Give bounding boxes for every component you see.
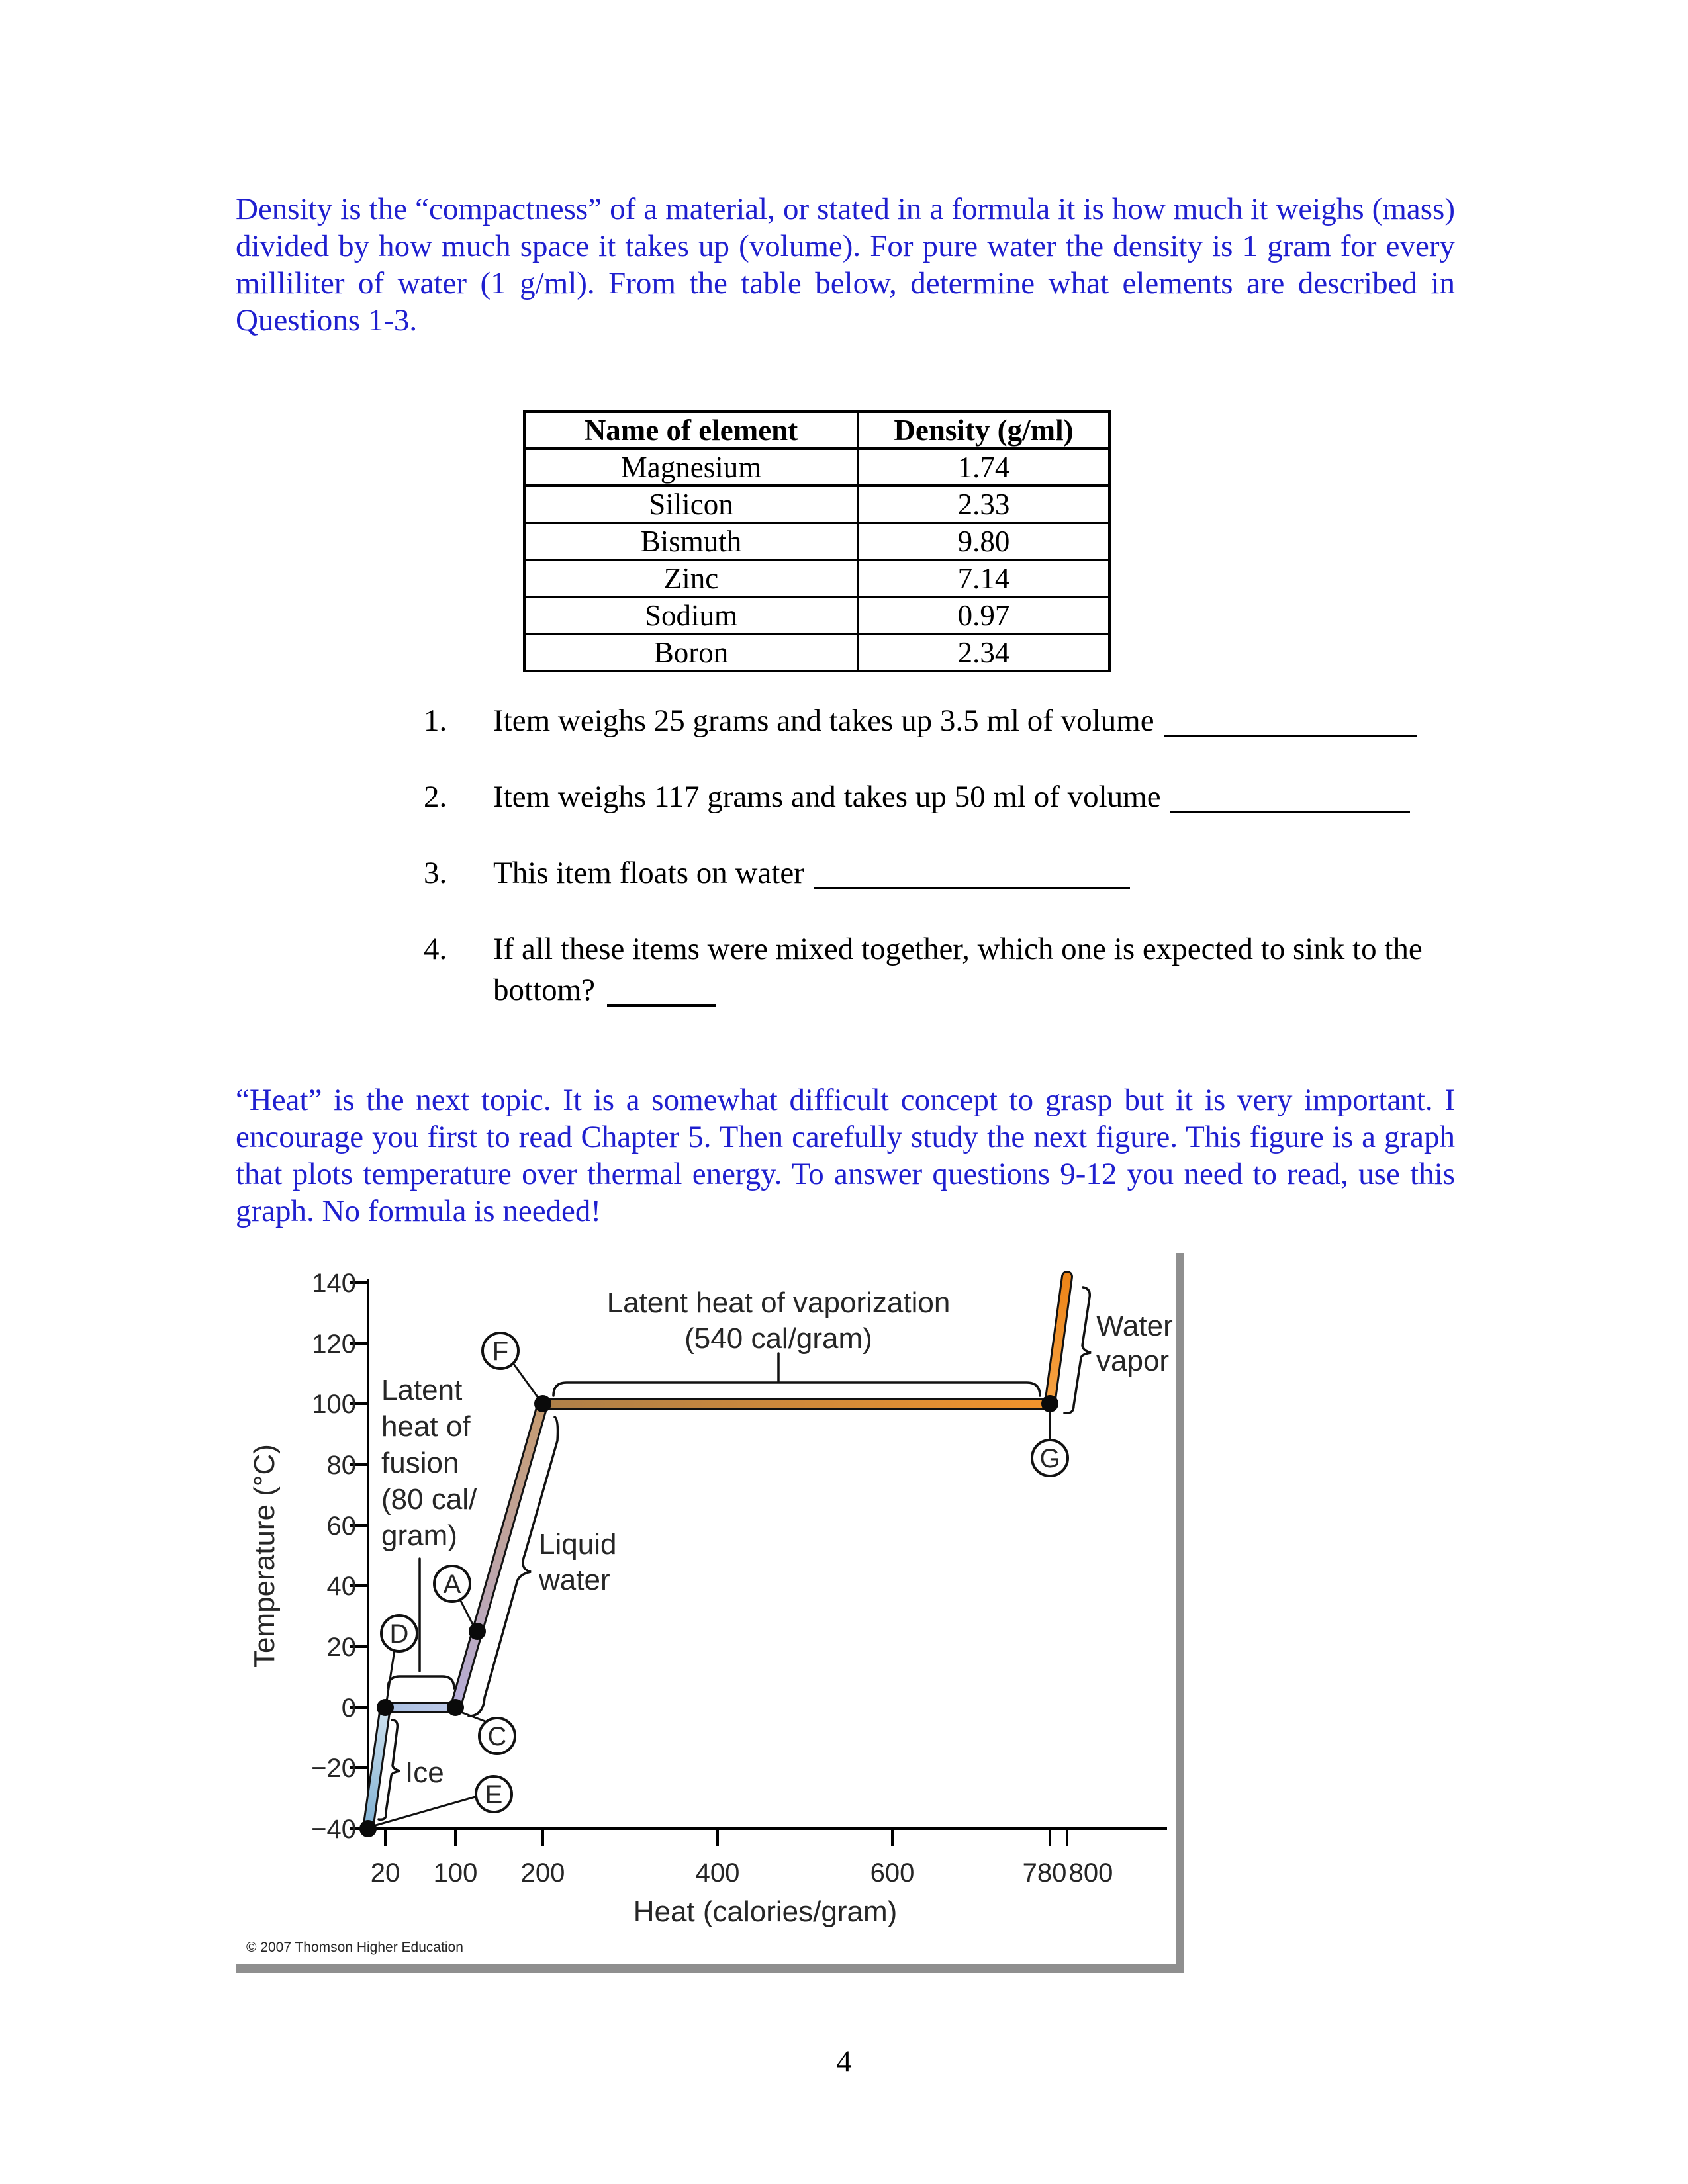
dot-C <box>447 1699 464 1716</box>
segment-liquid <box>455 1404 543 1707</box>
y-tick: 120 <box>312 1330 356 1359</box>
question-4 <box>424 929 1529 1011</box>
ice-label: Ice <box>405 1756 444 1789</box>
liquid-water-label-line2: water <box>539 1564 610 1596</box>
data-point-dots <box>359 1395 1058 1837</box>
y-tick: 100 <box>312 1390 356 1419</box>
fusion-bracket <box>388 1676 454 1688</box>
question-number: 3. <box>424 856 447 890</box>
fusion-label-line4: (80 cal/ <box>381 1483 477 1516</box>
fusion-label-line5: gram) <box>381 1520 457 1552</box>
dot-G <box>1041 1395 1058 1412</box>
header-name-of-element: Name of element <box>524 412 858 449</box>
element-name: Magnesium <box>524 449 858 486</box>
point-label-F <box>483 1333 518 1369</box>
answer-blank <box>1164 728 1417 737</box>
question-3 <box>424 852 1529 893</box>
question-text-line2: bottom? <box>493 973 596 1007</box>
y-tick: 140 <box>312 1269 356 1298</box>
element-density: 2.33 <box>858 486 1109 523</box>
vaporization-bracket <box>553 1383 1040 1396</box>
connector-A <box>459 1598 474 1627</box>
svg-text:C: C <box>487 1722 507 1751</box>
heat-paragraph: “Heat” is the next topic. It is a somewhat difficult concept to grasp but it is very important. I encourage you first to read Chapter 5. Then carefully study the next figure. This figure is a graph that plots temperature over thermal energy. To answer questions 9-12 you need to read, use this graph. No formula is needed! <box>236 1083 1455 1228</box>
vaporization-label-line1: Latent heat of vaporization <box>606 1287 951 1319</box>
svg-text:G: G <box>1039 1444 1060 1473</box>
heating-curve-segments <box>368 1277 1067 1829</box>
segment-ice <box>368 1707 385 1829</box>
y-tick-labels <box>311 1269 356 1844</box>
dot-E <box>359 1820 377 1837</box>
question-text: Item weighs 25 grams and takes up 3.5 ml of volume <box>493 704 1154 738</box>
point-label-D <box>381 1615 417 1651</box>
fusion-label-line3: fusion <box>381 1447 459 1479</box>
connector-F <box>514 1364 541 1402</box>
question-2 <box>424 776 1529 817</box>
dot-F <box>534 1395 551 1412</box>
vaporization-label-line2: (540 cal/gram) <box>684 1322 872 1355</box>
x-tick-labels <box>371 1858 1113 1888</box>
y-tick: 0 <box>341 1694 356 1723</box>
question-number: 1. <box>424 704 447 738</box>
element-density: 0.97 <box>858 597 1109 634</box>
answer-blank <box>814 880 1130 889</box>
table-row <box>524 597 1109 634</box>
x-tick: 400 <box>695 1858 740 1888</box>
question-text: If all these items were mixed together, which one is expected to sink to the <box>493 932 1423 966</box>
water-vapor-label-line1: Water <box>1096 1310 1173 1342</box>
y-tick: 40 <box>326 1572 356 1601</box>
table-row <box>524 486 1109 523</box>
y-axis <box>350 1279 368 1830</box>
element-density: 7.14 <box>858 560 1109 597</box>
x-tick: 600 <box>870 1858 915 1888</box>
table-row <box>524 449 1109 486</box>
x-tick: 800 <box>1068 1858 1113 1888</box>
y-tick: 60 <box>326 1512 356 1541</box>
table-row <box>524 634 1109 671</box>
point-label-C <box>479 1718 515 1754</box>
segment-vapor <box>1050 1277 1067 1404</box>
element-density: 2.34 <box>858 634 1109 671</box>
element-name: Sodium <box>524 597 858 634</box>
element-name: Zinc <box>524 560 858 597</box>
point-connectors <box>373 1364 1050 1826</box>
table-row <box>524 523 1109 560</box>
y-tick: −20 <box>311 1754 356 1783</box>
dot-D <box>377 1699 394 1716</box>
x-tick: 100 <box>433 1858 478 1888</box>
x-axis-title: Heat (calories/gram) <box>633 1895 898 1928</box>
point-label-A <box>434 1566 470 1602</box>
figure-credit: © 2007 Thomson Higher Education <box>246 1940 463 1955</box>
answer-blank <box>1170 804 1410 813</box>
x-tick: 200 <box>520 1858 565 1888</box>
table-row <box>524 560 1109 597</box>
table-header-row <box>524 412 1109 449</box>
y-tick: 20 <box>326 1633 356 1662</box>
svg-text:A: A <box>443 1570 461 1599</box>
density-table <box>523 410 1111 672</box>
water-vapor-label-line2: vapor <box>1096 1345 1170 1377</box>
page-number: 4 <box>836 2044 852 2079</box>
question-text: This item floats on water <box>493 856 804 890</box>
intro-paragraph: Density is the “compactness” of a material, or stated in a formula it is how much it weighs (mass) divided by how much space it takes up (volume). For pure water the density is 1 gram for every milliliter of water (1 g/ml). From the table below, determine what elements are described in Questions 1-3. <box>236 192 1455 338</box>
question-number: 4. <box>424 932 447 966</box>
svg-text:D: D <box>389 1619 409 1649</box>
question-1 <box>424 700 1529 741</box>
x-tick: 20 <box>370 1858 400 1888</box>
fusion-label-line2: heat of <box>381 1410 471 1443</box>
fusion-label-line1: Latent <box>381 1374 463 1406</box>
x-tick: 780 <box>1022 1858 1067 1888</box>
y-tick: −40 <box>311 1815 356 1844</box>
element-name: Bismuth <box>524 523 858 560</box>
heating-curve-figure <box>236 1253 1184 1973</box>
element-name: Silicon <box>524 486 858 523</box>
y-axis-title: Temperature (°C) <box>248 1444 281 1668</box>
y-tick: 80 <box>326 1451 356 1480</box>
element-density: 9.80 <box>858 523 1109 560</box>
point-label-E <box>476 1776 512 1812</box>
connector-D <box>387 1650 395 1702</box>
liquid-water-label-line1: Liquid <box>539 1528 617 1561</box>
dot-A <box>469 1623 486 1640</box>
point-label-G <box>1032 1440 1068 1476</box>
svg-text:E: E <box>485 1780 503 1809</box>
x-axis <box>367 1829 1167 1846</box>
svg-text:F: F <box>492 1337 509 1366</box>
element-density: 1.74 <box>858 449 1109 486</box>
heating-curve-svg <box>236 1253 1176 1964</box>
question-text: Item weighs 117 grams and takes up 50 ml of volume <box>493 780 1161 814</box>
connector-C <box>461 1712 485 1721</box>
question-number: 2. <box>424 780 447 814</box>
header-density: Density (g/ml) <box>858 412 1109 449</box>
answer-blank <box>607 997 716 1007</box>
element-name: Boron <box>524 634 858 671</box>
